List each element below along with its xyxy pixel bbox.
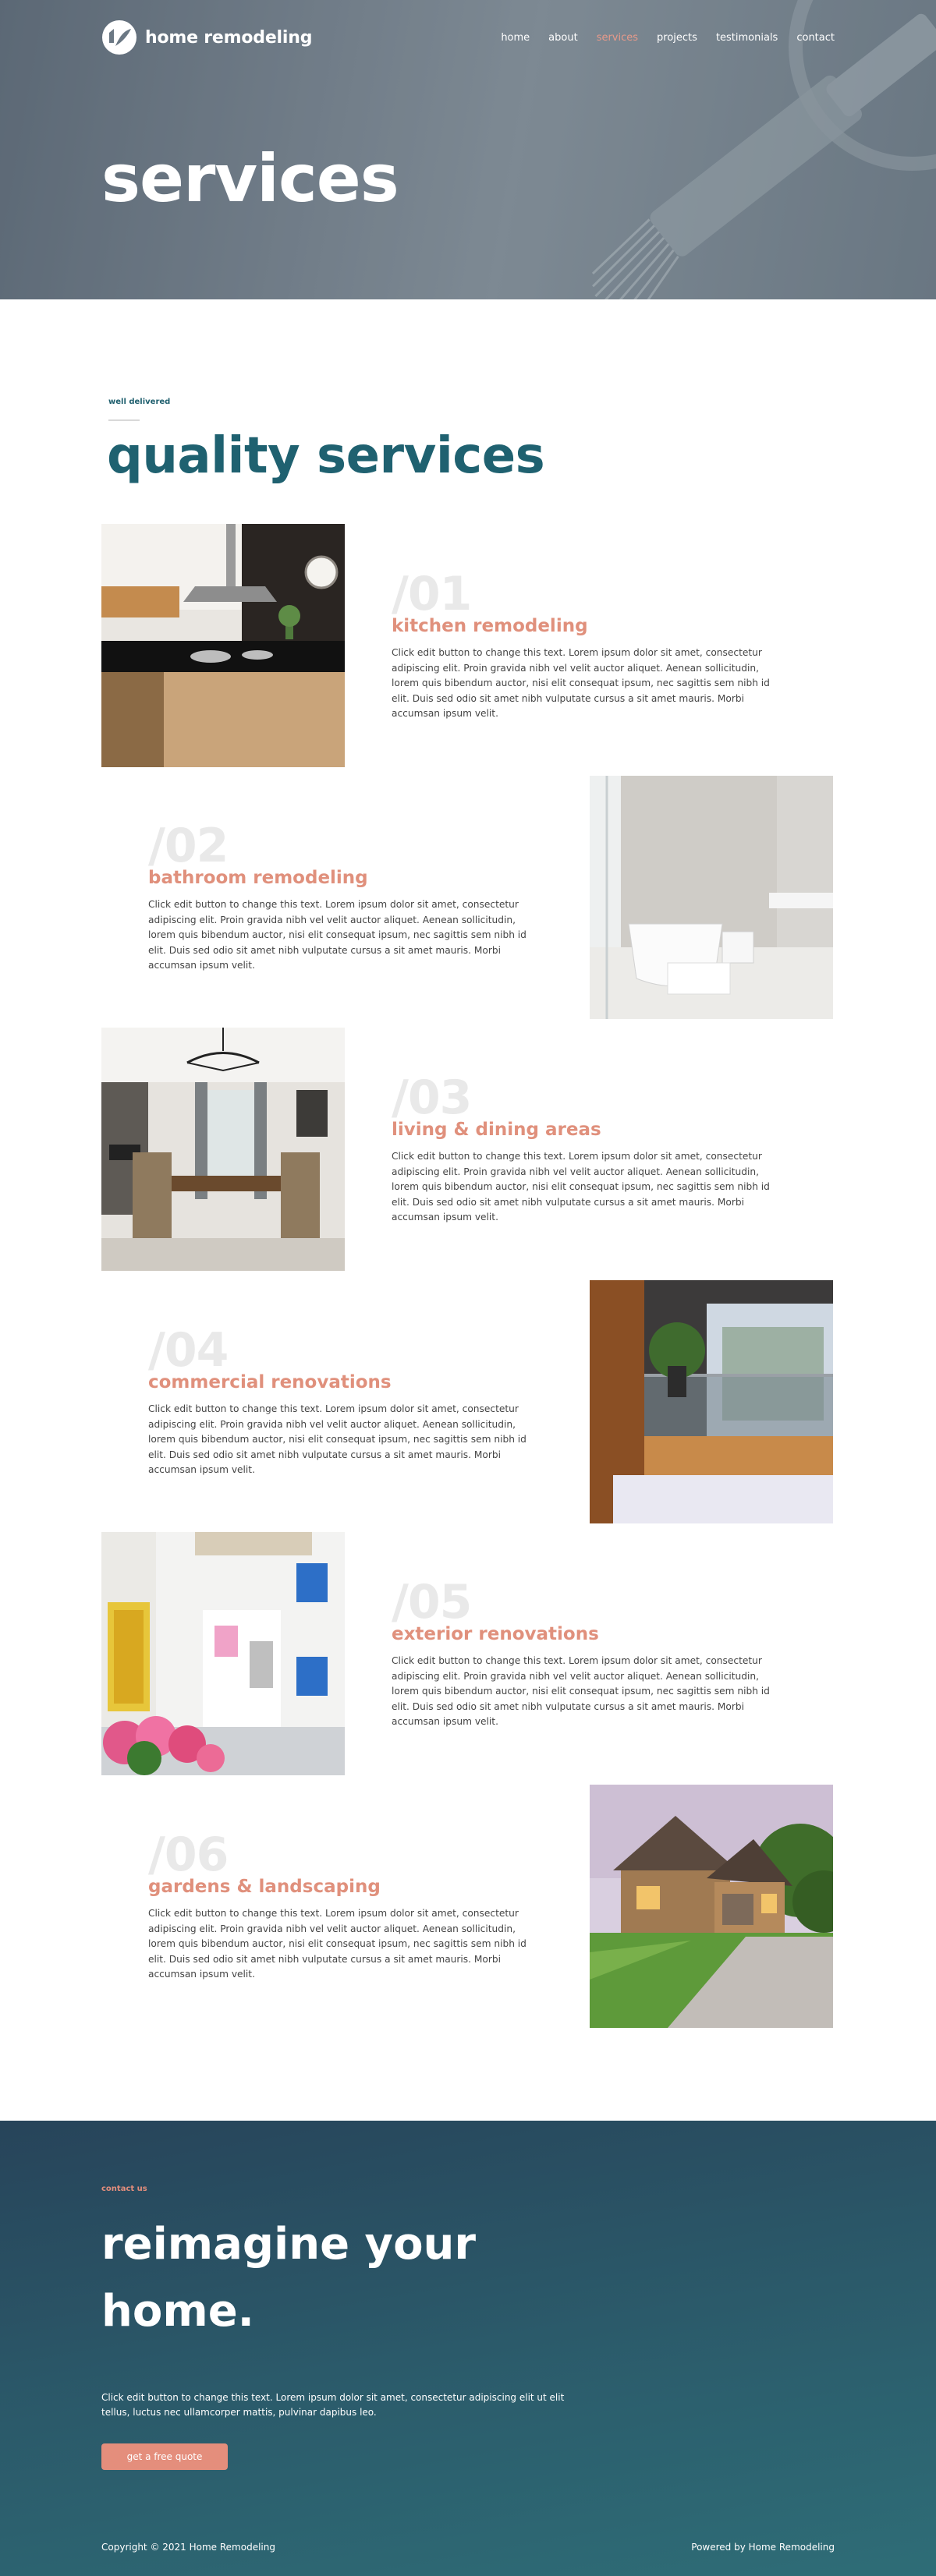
- service-description: Click edit button to change this text. Lorem ipsum dolor sit amet, consectetur adipiscing elit. Proin gravida nibh vel velit auctor aliquet. Aenean sollicitudin, lorem quis bibendum auctor, nisi elit consequat ipsum, nec sagittis sem nibh id elit. Duis sed odio sit amet nibh vulputate cursus a sit amet mauris. Morbi accumsan ipsum velit.: [392, 1655, 770, 1727]
- cta-title: reimagine your home.: [101, 2219, 477, 2337]
- nav-link-services[interactable]: services: [596, 31, 639, 44]
- service-description: Click edit button to change this text. Lorem ipsum dolor sit amet, consectetur adipiscing elit. Proin gravida nibh vel velit auctor aliquet. Aenean sollicitudin, lorem quis bibendum auctor, nisi elit consequat ipsum, nec sagittis sem nibh id elit. Duis sed odio sit amet nibh vulputate cursus a sit amet mauris. Morbi accumsan ipsum velit.: [392, 1151, 770, 1223]
- section-eyebrow: well delivered: [108, 398, 171, 406]
- garden-house-photo: [590, 1785, 833, 2028]
- service-gardens: [101, 1785, 835, 2028]
- service-text: [148, 1828, 538, 1983]
- service-commercial: [101, 1280, 835, 1523]
- service-title: gardens & landscaping: [148, 1877, 381, 1897]
- nav-link-about[interactable]: about: [548, 31, 578, 44]
- nav-link-home[interactable]: home: [501, 31, 530, 44]
- nav-link-contact[interactable]: contact: [796, 31, 835, 44]
- service-number: /02: [148, 819, 229, 873]
- service-number: /03: [392, 1070, 472, 1125]
- service-description: Click edit button to change this text. Lorem ipsum dolor sit amet, consectetur adipiscing elit. Proin gravida nibh vel velit auctor aliquet. Aenean sollicitudin, lorem quis bibendum auctor, nisi elit consequat ipsum, nec sagittis sem nibh id elit. Duis sed odio sit amet nibh vulputate cursus a sit amet mauris. Morbi accumsan ipsum velit.: [148, 899, 526, 971]
- nav-menu: [501, 32, 835, 44]
- service-exterior: [101, 1532, 835, 1775]
- house-logo-icon: [101, 19, 137, 55]
- footer-copyright: Copyright © 2021 Home Remodeling: [101, 2542, 275, 2553]
- hero-banner: [0, 0, 936, 299]
- service-living-dining: [101, 1028, 835, 1271]
- service-text: [392, 567, 782, 722]
- service-number: /04: [148, 1323, 229, 1378]
- service-description: Click edit button to change this text. Lorem ipsum dolor sit amet, consectetur adipiscing elit. Proin gravida nibh vel velit auctor aliquet. Aenean sollicitudin, lorem quis bibendum auctor, nisi elit consequat ipsum, nec sagittis sem nibh id elit. Duis sed odio sit amet nibh vulputate cursus a sit amet mauris. Morbi accumsan ipsum velit.: [148, 1403, 526, 1475]
- service-text: [148, 819, 538, 974]
- service-title: exterior renovations: [392, 1624, 599, 1644]
- page-title: services: [101, 140, 399, 217]
- service-text: [392, 1575, 782, 1730]
- service-text: [392, 1070, 782, 1226]
- service-number: /05: [392, 1575, 472, 1629]
- brand-name: home remodeling: [145, 27, 313, 48]
- nav-link-testimonials[interactable]: testimonials: [715, 31, 778, 44]
- eyebrow-divider: [108, 419, 140, 421]
- get-quote-button[interactable]: get a free quote: [101, 2443, 228, 2470]
- dining-room-photo: [101, 1028, 345, 1271]
- service-title: bathroom remodeling: [148, 868, 368, 888]
- cta-description: Click edit button to change this text. Lorem ipsum dolor sit amet, consectetur adipiscing elit ut elit tellus, luctus nec ullamcorper mattis, pulvinar dapibus leo.: [101, 2392, 565, 2418]
- cta-eyebrow: contact us: [101, 2185, 147, 2193]
- commercial-photo: [590, 1280, 833, 1523]
- service-kitchen: [101, 524, 835, 767]
- exterior-photo: [101, 1532, 345, 1775]
- contact-cta-section: [0, 2121, 936, 2576]
- footer-powered-by: Powered by Home Remodeling: [691, 2542, 835, 2553]
- section-title: quality services: [107, 427, 545, 485]
- service-number: /01: [392, 567, 472, 621]
- bathroom-photo: [590, 776, 833, 1019]
- top-navigation: [101, 19, 835, 56]
- service-description: Click edit button to change this text. Lorem ipsum dolor sit amet, consectetur adipiscing elit. Proin gravida nibh vel velit auctor aliquet. Aenean sollicitudin, lorem quis bibendum auctor, nisi elit consequat ipsum, nec sagittis sem nibh id elit. Duis sed odio sit amet nibh vulputate cursus a sit amet mauris. Morbi accumsan ipsum velit.: [148, 1908, 526, 1980]
- service-number: /06: [148, 1828, 229, 1882]
- service-bathroom: [101, 776, 835, 1019]
- brand-logo[interactable]: [101, 19, 312, 55]
- nav-link-projects[interactable]: projects: [657, 31, 697, 44]
- service-text: [148, 1323, 538, 1478]
- service-title: commercial renovations: [148, 1372, 392, 1392]
- service-title: kitchen remodeling: [392, 616, 588, 636]
- service-title: living & dining areas: [392, 1120, 601, 1140]
- kitchen-photo: [101, 524, 345, 767]
- service-description: Click edit button to change this text. Lorem ipsum dolor sit amet, consectetur adipiscing elit. Proin gravida nibh vel velit auctor aliquet. Aenean sollicitudin, lorem quis bibendum auctor, nisi elit consequat ipsum, nec sagittis sem nibh id elit. Duis sed odio sit amet nibh vulputate cursus a sit amet mauris. Morbi accumsan ipsum velit.: [392, 647, 770, 719]
